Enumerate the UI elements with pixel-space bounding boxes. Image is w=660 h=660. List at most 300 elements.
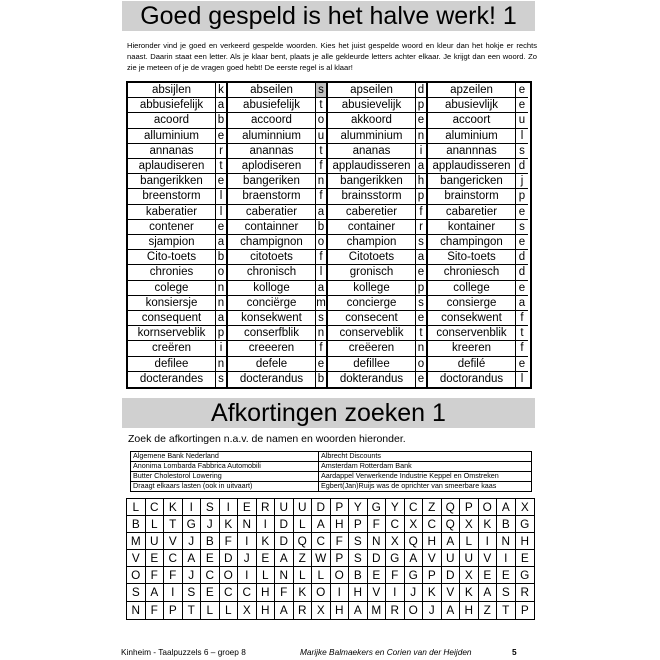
letter-cell[interactable]: f <box>516 311 528 326</box>
letter-cell[interactable]: b <box>216 250 228 265</box>
letter-cell[interactable]: n <box>316 326 328 341</box>
grid-letter[interactable]: U <box>294 499 313 516</box>
grid-letter[interactable]: Z <box>479 602 498 619</box>
grid-letter[interactable]: H <box>257 602 276 619</box>
grid-letter[interactable]: U <box>442 550 461 567</box>
grid-letter[interactable]: I <box>238 567 257 584</box>
word-cell: contener <box>128 220 216 235</box>
letter-cell[interactable]: b <box>216 113 228 128</box>
letter-cell[interactable]: t <box>516 326 528 341</box>
word-cell: college <box>428 281 516 296</box>
letter-cell[interactable]: p <box>216 326 228 341</box>
letter-cell[interactable]: s <box>516 144 528 159</box>
footer-publisher: Kinheim - Taalpuzzels 6 – groep 8 <box>121 647 246 657</box>
name-cell: Amsterdam Rotterdam Bank <box>319 462 532 472</box>
grid-letter[interactable]: L <box>294 516 313 533</box>
letter-cell[interactable]: l <box>316 265 328 280</box>
letter-cell[interactable]: e <box>216 174 228 189</box>
grid-letter[interactable]: O <box>127 567 146 584</box>
word-cell: consequent <box>128 311 216 326</box>
word-cell: Sito-toets <box>428 250 516 265</box>
grid-letter[interactable]: J <box>405 584 424 601</box>
page-number: 5 <box>512 647 517 657</box>
grid-letter[interactable]: V <box>442 584 461 601</box>
word-cell: concierge <box>328 296 416 311</box>
word-cell: conservenblik <box>428 326 516 341</box>
names-row <box>131 462 532 472</box>
word-cell: bangerikken <box>128 174 216 189</box>
letter-cell[interactable]: d <box>516 250 528 265</box>
grid-letter[interactable]: F <box>164 567 183 584</box>
word-cell: citotoets <box>228 250 316 265</box>
letter-cell[interactable]: d <box>516 265 528 280</box>
word-cell: containner <box>228 220 316 235</box>
grid-letter[interactable]: S <box>127 584 146 601</box>
word-cell: aluminnium <box>228 129 316 144</box>
word-cell: breenstorm <box>128 189 216 204</box>
grid-letter[interactable]: C <box>146 499 165 516</box>
name-cell: Aardappel Verwerkende Industrie Keppel en Omstreken <box>319 472 532 482</box>
grid-letter[interactable]: Q <box>442 516 461 533</box>
grid-letter[interactable]: G <box>368 499 387 516</box>
letter-cell[interactable]: e <box>516 83 528 98</box>
word-cell: abusiefelijk <box>228 98 316 113</box>
letter-cell[interactable]: s <box>316 311 328 326</box>
letter-cell[interactable]: e <box>416 265 428 280</box>
letter-cell[interactable]: a <box>216 235 228 250</box>
grid-letter[interactable]: I <box>386 584 405 601</box>
grid-letter[interactable]: F <box>331 533 350 550</box>
grid-letter[interactable]: D <box>368 550 387 567</box>
grid-letter[interactable]: P <box>349 516 368 533</box>
letter-cell[interactable]: e <box>316 357 328 372</box>
letter-cell[interactable]: h <box>416 174 428 189</box>
letter-cell[interactable]: n <box>216 281 228 296</box>
grid-letter[interactable]: E <box>497 567 516 584</box>
letter-cell[interactable]: d <box>516 159 528 174</box>
letter-cell[interactable]: b <box>316 220 328 235</box>
grid-letter[interactable]: N <box>368 533 387 550</box>
word-cell: gronisch <box>328 265 416 280</box>
puzzle-title-1: Goed gespeld is het halve werk! 1 <box>122 1 535 31</box>
grid-letter[interactable]: I <box>331 584 350 601</box>
grid-letter[interactable]: O <box>479 499 498 516</box>
word-cell: caberetier <box>328 205 416 220</box>
grid-letter[interactable]: F <box>146 602 165 619</box>
names-row <box>131 452 532 462</box>
letter-cell[interactable]: l <box>520 372 524 385</box>
grid-letter[interactable]: N <box>238 516 257 533</box>
letter-cell[interactable]: l <box>516 129 528 144</box>
letter-cell[interactable]: f <box>316 159 328 174</box>
word-cell: abusievlijk <box>428 98 516 113</box>
grid-letter[interactable]: F <box>146 567 165 584</box>
grid-letter[interactable]: S <box>349 533 368 550</box>
grid-letter[interactable]: A <box>497 499 516 516</box>
word-cell: champingon <box>428 235 516 250</box>
grid-letter[interactable]: K <box>460 584 479 601</box>
grid-letter[interactable]: F <box>275 584 294 601</box>
grid-letter[interactable]: W <box>312 550 331 567</box>
letter-cell[interactable]: e <box>416 311 428 326</box>
grid-letter[interactable]: H <box>331 602 350 619</box>
word-cell: kreeren <box>428 341 516 356</box>
grid-letter[interactable]: H <box>257 584 276 601</box>
grid-letter[interactable]: X <box>405 516 424 533</box>
grid-letter[interactable]: D <box>275 516 294 533</box>
grid-letter[interactable]: V <box>127 550 146 567</box>
grid-letter[interactable]: O <box>312 584 331 601</box>
grid-letter[interactable]: J <box>423 602 442 619</box>
letter-cell[interactable]: o <box>316 113 328 128</box>
grid-letter[interactable]: V <box>164 533 183 550</box>
grid-letter[interactable]: K <box>220 516 239 533</box>
grid-letter[interactable]: L <box>201 602 220 619</box>
letter-column <box>216 83 228 387</box>
grid-letter[interactable]: T <box>164 516 183 533</box>
grid-letter[interactable]: V <box>368 584 387 601</box>
word-cell: bangericken <box>428 174 516 189</box>
letter-cell[interactable]: t <box>316 144 328 159</box>
grid-letter[interactable]: B <box>349 567 368 584</box>
letter-cell[interactable]: l <box>216 189 228 204</box>
word-cell: caberatier <box>228 205 316 220</box>
letter-cell[interactable]: u <box>516 113 528 128</box>
grid-letter[interactable]: A <box>312 516 331 533</box>
grid-letter[interactable]: L <box>294 567 313 584</box>
grid-letter[interactable]: Y <box>349 499 368 516</box>
grid-letter[interactable]: C <box>312 533 331 550</box>
grid-letter[interactable]: I <box>164 584 183 601</box>
grid-letter[interactable]: I <box>479 533 498 550</box>
grid-letter[interactable]: X <box>386 533 405 550</box>
grid-letter[interactable]: B <box>127 516 146 533</box>
grid-letter[interactable]: G <box>386 550 405 567</box>
grid-letter[interactable]: T <box>183 602 202 619</box>
grid-letter[interactable]: U <box>275 499 294 516</box>
grid-letter[interactable]: A <box>349 602 368 619</box>
grid-letter[interactable]: Q <box>442 499 461 516</box>
grid-letter[interactable]: A <box>442 602 461 619</box>
word-cell: alluminium <box>128 129 216 144</box>
grid-letter[interactable]: H <box>423 533 442 550</box>
grid-letter[interactable]: G <box>516 567 535 584</box>
word-cell: sjampion <box>128 235 216 250</box>
letter-cell[interactable]: e <box>416 113 428 128</box>
word-cell: consekwent <box>428 311 516 326</box>
grid-letter[interactable]: R <box>386 602 405 619</box>
grid-letter[interactable]: E <box>479 567 498 584</box>
grid-letter[interactable]: O <box>220 567 239 584</box>
word-cell: bangerikken <box>328 174 416 189</box>
letter-cell[interactable]: f <box>316 341 328 356</box>
letter-cell[interactable]: e <box>216 129 228 144</box>
grid-letter[interactable]: C <box>423 516 442 533</box>
grid-letter[interactable]: P <box>331 550 350 567</box>
word-cell: aplaudiseren <box>128 159 216 174</box>
grid-letter[interactable]: J <box>183 567 202 584</box>
grid-letter[interactable]: D <box>275 533 294 550</box>
grid-letter[interactable]: A <box>405 550 424 567</box>
grid-letter[interactable]: Y <box>386 499 405 516</box>
grid-letter[interactable]: P <box>331 499 350 516</box>
grid-letter[interactable]: C <box>201 567 220 584</box>
grid-letter[interactable]: P <box>423 567 442 584</box>
grid-letter[interactable]: E <box>238 499 257 516</box>
word-cell: defillee <box>328 357 416 372</box>
grid-letter[interactable]: N <box>127 602 146 619</box>
grid-letter[interactable]: I <box>497 550 516 567</box>
grid-letter[interactable]: S <box>349 550 368 567</box>
grid-letter[interactable]: C <box>238 584 257 601</box>
word-cell: alumminium <box>328 129 416 144</box>
letter-cell[interactable]: p <box>416 98 428 113</box>
letter-cell[interactable]: p <box>416 189 428 204</box>
abbreviation-instructions: Zoek de afkortingen n.a.v. de namen en woorden hieronder. <box>128 433 406 445</box>
word-cell: conserfblik <box>228 326 316 341</box>
letter-cell[interactable]: e <box>516 98 528 113</box>
grid-letter[interactable]: P <box>460 499 479 516</box>
grid-letter[interactable]: N <box>275 567 294 584</box>
word-cell: consierge <box>428 296 516 311</box>
name-cell: Albrecht Discounts <box>319 452 532 462</box>
letter-cell[interactable]: o <box>216 265 228 280</box>
letter-column <box>316 83 328 387</box>
letter-cell[interactable]: o <box>416 357 428 372</box>
word-cell: ananas <box>328 144 416 159</box>
grid-letter[interactable]: D <box>312 499 331 516</box>
word-column <box>328 83 416 387</box>
word-cell: conciërge <box>228 296 316 311</box>
word-cell: kollege <box>328 281 416 296</box>
grid-letter[interactable]: X <box>460 567 479 584</box>
grid-letter[interactable]: Z <box>294 550 313 567</box>
grid-letter[interactable]: V <box>423 550 442 567</box>
grid-letter[interactable]: M <box>127 533 146 550</box>
grid-letter[interactable]: J <box>183 533 202 550</box>
grid-letter[interactable]: C <box>386 516 405 533</box>
letter-cell[interactable]: a <box>216 311 228 326</box>
grid-letter[interactable]: R <box>294 602 313 619</box>
grid-letter[interactable]: F <box>220 533 239 550</box>
letter-cell[interactable]: e <box>416 372 428 387</box>
grid-letter[interactable]: A <box>183 550 202 567</box>
word-cell: applaudisseren <box>328 159 416 174</box>
word-cell: defele <box>228 357 316 372</box>
grid-letter[interactable]: K <box>164 499 183 516</box>
word-cell: defilee <box>128 357 216 372</box>
word-cell: chronies <box>128 265 216 280</box>
word-cell: kornserveblik <box>128 326 216 341</box>
letter-cell[interactable]: f <box>416 205 428 220</box>
letter-cell[interactable]: t <box>416 326 428 341</box>
word-cell: brainstorm <box>428 189 516 204</box>
grid-letter[interactable]: I <box>183 499 202 516</box>
grid-letter[interactable]: X <box>516 499 535 516</box>
word-cell: absijlen <box>128 83 216 98</box>
grid-letter[interactable]: X <box>312 602 331 619</box>
grid-letter[interactable]: I <box>238 533 257 550</box>
grid-letter[interactable]: S <box>497 584 516 601</box>
grid-letter[interactable]: A <box>275 602 294 619</box>
grid-letter[interactable]: D <box>220 550 239 567</box>
grid-letter[interactable]: Q <box>405 533 424 550</box>
name-cell: Algemene Bank Nederland <box>131 452 319 462</box>
letter-cell[interactable]: t <box>316 98 328 113</box>
grid-letter[interactable]: O <box>331 567 350 584</box>
letter-cell[interactable]: a <box>416 159 428 174</box>
grid-letter[interactable]: C <box>220 584 239 601</box>
letter-cell[interactable]: e <box>516 357 528 372</box>
footer-authors: Marijke Balmaekers en Corien van der Heijden <box>300 647 472 657</box>
letter-cell[interactable]: a <box>216 98 228 113</box>
letter-cell[interactable]: l <box>216 205 228 220</box>
grid-letter[interactable]: H <box>331 516 350 533</box>
word-cell: creëeren <box>328 341 416 356</box>
letter-cell[interactable]: d <box>416 83 428 98</box>
grid-letter[interactable]: H <box>349 584 368 601</box>
letter-cell[interactable]: f <box>316 189 328 204</box>
names-row <box>131 472 532 482</box>
letter-cell[interactable]: f <box>316 250 328 265</box>
grid-letter[interactable]: U <box>460 550 479 567</box>
grid-letter[interactable]: G <box>183 516 202 533</box>
grid-letter[interactable]: Z <box>423 499 442 516</box>
grid-letter[interactable]: T <box>497 602 516 619</box>
letter-cell[interactable]: e <box>216 220 228 235</box>
grid-letter[interactable]: Q <box>294 533 313 550</box>
grid-letter[interactable]: A <box>442 533 461 550</box>
grid-letter[interactable]: A <box>275 550 294 567</box>
letter-cell[interactable]: b <box>316 372 328 387</box>
letter-cell[interactable]: n <box>416 129 428 144</box>
grid-letter[interactable]: M <box>368 602 387 619</box>
letter-cell[interactable]: r <box>216 144 228 159</box>
grid-letter[interactable]: C <box>405 499 424 516</box>
letter-cell[interactable]: t <box>216 159 228 174</box>
word-cell: apseilen <box>328 83 416 98</box>
word-cell: defilé <box>428 357 516 372</box>
grid-letter[interactable]: G <box>516 516 535 533</box>
grid-letter[interactable]: V <box>479 550 498 567</box>
grid-letter[interactable]: E <box>201 550 220 567</box>
letter-cell[interactable]: n <box>316 174 328 189</box>
letter-cell[interactable]: i <box>216 341 228 356</box>
grid-letter[interactable]: E <box>368 567 387 584</box>
grid-letter[interactable]: N <box>497 533 516 550</box>
grid-letter[interactable]: B <box>201 533 220 550</box>
grid-letter[interactable]: L <box>460 533 479 550</box>
letter-cell[interactable]: a <box>516 296 528 311</box>
grid-letter[interactable]: E <box>146 550 165 567</box>
letter-cell[interactable]: e <box>516 235 528 250</box>
grid-letter[interactable]: U <box>146 533 165 550</box>
letter-cell[interactable]: e <box>516 205 528 220</box>
grid-letter[interactable]: I <box>257 516 276 533</box>
grid-letter[interactable]: P <box>164 602 183 619</box>
letter-cell[interactable]: s <box>516 220 528 235</box>
grid-letter[interactable]: S <box>201 499 220 516</box>
grid-letter[interactable]: I <box>220 499 239 516</box>
grid-letter[interactable]: X <box>238 602 257 619</box>
letter-cell[interactable]: a <box>416 250 428 265</box>
word-cell: accoord <box>228 113 316 128</box>
grid-letter[interactable]: F <box>368 516 387 533</box>
grid-letter[interactable]: R <box>516 584 535 601</box>
word-cell: aplodiseren <box>228 159 316 174</box>
grid-letter[interactable]: C <box>164 550 183 567</box>
letter-cell[interactable]: i <box>416 144 428 159</box>
grid-letter[interactable]: E <box>257 550 276 567</box>
word-cell: container <box>328 220 416 235</box>
letter-cell[interactable]: j <box>516 174 528 189</box>
letter-cell[interactable]: s <box>216 372 228 387</box>
grid-letter[interactable]: X <box>460 516 479 533</box>
letter-cell[interactable]: s <box>416 235 428 250</box>
grid-letter[interactable]: J <box>201 516 220 533</box>
letter-cell[interactable]: n <box>216 296 228 311</box>
grid-letter[interactable]: H <box>516 533 535 550</box>
grid-letter[interactable]: L <box>257 567 276 584</box>
name-cell: Anonima Lombarda Fabbrica Automobili <box>131 462 319 472</box>
letter-cell[interactable]: k <box>216 83 228 98</box>
letter-cell[interactable]: s <box>416 296 428 311</box>
letter-cell[interactable]: p <box>416 281 428 296</box>
grid-letter[interactable]: S <box>183 584 202 601</box>
grid-letter[interactable]: E <box>201 584 220 601</box>
grid-letter[interactable]: F <box>386 567 405 584</box>
grid-letter[interactable]: L <box>312 567 331 584</box>
grid-letter[interactable]: H <box>460 602 479 619</box>
grid-letter[interactable]: J <box>238 550 257 567</box>
grid-letter[interactable]: A <box>479 584 498 601</box>
grid-letter[interactable]: D <box>442 567 461 584</box>
grid-letter[interactable]: G <box>405 567 424 584</box>
grid-letter[interactable]: O <box>405 602 424 619</box>
letter-cell[interactable]: o <box>316 235 328 250</box>
grid-letter[interactable]: B <box>497 516 516 533</box>
word-cell: doctorandus <box>428 372 516 387</box>
grid-letter[interactable]: R <box>257 499 276 516</box>
grid-letter[interactable]: L <box>220 602 239 619</box>
letter-cell[interactable]: s <box>316 83 328 98</box>
grid-letter[interactable]: K <box>479 516 498 533</box>
grid-letter[interactable]: E <box>516 550 535 567</box>
grid-letter[interactable]: P <box>520 602 529 617</box>
grid-letter[interactable]: K <box>294 584 313 601</box>
letter-cell[interactable]: n <box>416 341 428 356</box>
word-cell: abseilen <box>228 83 316 98</box>
letter-cell[interactable]: e <box>516 281 528 296</box>
letter-cell[interactable]: r <box>416 220 428 235</box>
grid-letter[interactable]: L <box>146 516 165 533</box>
letter-cell[interactable]: p <box>516 189 528 204</box>
grid-letter[interactable]: A <box>146 584 165 601</box>
letter-cell[interactable]: m <box>316 296 328 311</box>
word-cell: docterandus <box>228 372 316 387</box>
word-cell: chronisch <box>228 265 316 280</box>
word-cell: annanas <box>128 144 216 159</box>
letter-cell[interactable]: f <box>516 341 528 356</box>
letter-cell[interactable]: u <box>316 129 328 144</box>
name-cell: Butter Cholestorol Lowering <box>131 472 319 482</box>
letter-cell[interactable]: n <box>216 357 228 372</box>
letter-cell[interactable]: a <box>316 281 328 296</box>
letter-cell[interactable]: a <box>316 205 328 220</box>
grid-letter[interactable]: K <box>423 584 442 601</box>
grid-letter[interactable]: K <box>257 533 276 550</box>
grid-letter[interactable]: L <box>127 499 146 516</box>
